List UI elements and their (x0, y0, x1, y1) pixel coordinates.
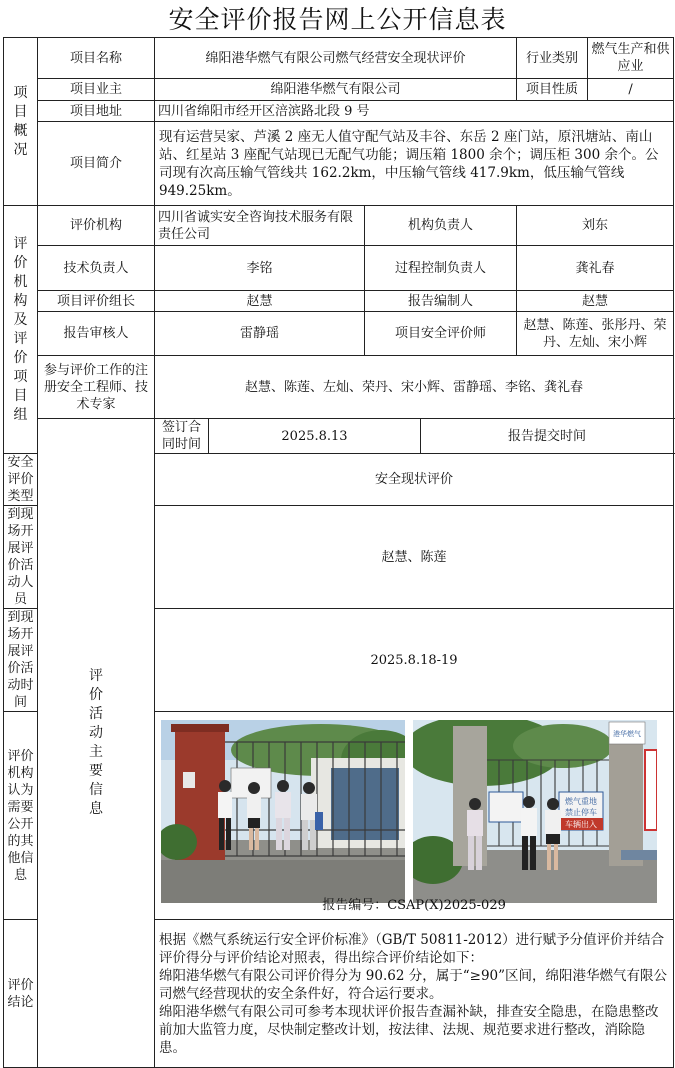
project-name-label: 项目名称 (38, 38, 155, 79)
onsite-people: 赵慧、陈莲 (155, 506, 674, 609)
compiler-label: 报告编制人 (365, 291, 517, 312)
address: 四川省绵阳市经开区涪滨路北段 9 号 (155, 101, 674, 122)
type-label: 安全评价类型 (4, 454, 38, 506)
participants-label: 参与评价工作的注册安全工程师、技术专家 (38, 356, 155, 419)
sign-text-2: 禁止停车 (565, 808, 597, 817)
leader-label: 项目评价组长 (38, 291, 155, 312)
submit-label: 报告提交时间 (421, 419, 674, 454)
intro-label: 项目简介 (38, 122, 155, 206)
onsite-people-label: 到现场开展评价活动人员 (4, 506, 38, 609)
onsite-time-label: 到现场开展评价活动时间 (4, 609, 38, 712)
industry-label: 行业类别 (517, 38, 588, 79)
section-overview: 项目概况 (4, 38, 38, 206)
conclusion-paragraph-3: 绵阳港华燃气有限公司可参考本现状评价报告查漏补缺，排查安全隐患，在隐患整改前加大监管力度，尽快制定整改计划，按法律、法规、规范要求进行整改，消除隐患。 (159, 1003, 659, 1056)
owner: 绵阳港华燃气有限公司 (155, 79, 517, 101)
conclusion (155, 920, 674, 1068)
section-agency: 评价机构及评价项目组 (4, 206, 38, 454)
other-label: 评价机构认为需要公开的其他信息 (4, 712, 38, 920)
site-photo-2 (413, 720, 657, 903)
intro: 现有运营吴家、芦溪 2 座无人值守配气站及丰谷、东岳 2 座门站，原汛塘站、南山站、红星站 3 座配气站现已无配气功能；调压箱 1800 余个；调压柜 300 余个。公司现有次高压输气管线共 162.2km，中压输气管线 417.9km，低压输气管线 949.25km。 (155, 122, 674, 206)
reviewer-label: 报告审核人 (38, 312, 155, 356)
address-label: 项目地址 (38, 101, 155, 122)
logo-text: 港华燃气 (613, 730, 641, 738)
tech: 李铭 (155, 246, 365, 291)
leader: 赵慧 (155, 291, 365, 312)
conclusion-label: 评价结论 (4, 920, 38, 1068)
sign-text-1: 燃气重地 (565, 797, 597, 806)
head-label: 机构负责人 (365, 206, 517, 246)
compiler: 赵慧 (517, 291, 674, 312)
nature: / (588, 79, 674, 101)
onsite-time: 2025.8.18-19 (155, 609, 674, 712)
head: 刘东 (517, 206, 674, 246)
owner-label: 项目业主 (38, 79, 155, 101)
tech-label: 技术负责人 (38, 246, 155, 291)
report-number: 报告编号：CSAP(X)2025-029 (322, 898, 506, 913)
evaluators: 赵慧、陈莲、张彤丹、荣丹、左灿、宋小辉 (517, 312, 674, 356)
nature-label: 项目性质 (517, 79, 588, 101)
process: 龚礼春 (517, 246, 674, 291)
contract-label: 签订合同时间 (155, 419, 209, 454)
conclusion-paragraph-2: 绵阳港华燃气有限公司评价得分为 90.62 分，属于“≥90”区间，绵阳港华燃气有限公司燃气经营现状的安全条件好，符合运行要求。 (159, 967, 668, 1002)
org: 四川省诚实安全咨询技术服务有限责任公司 (155, 206, 365, 246)
page-title: 安全评价报告网上公开信息表 (168, 5, 507, 34)
type: 安全现状评价 (155, 454, 674, 506)
contract: 2025.8.13 (209, 419, 421, 454)
sign-text-3: 车辆出入 (565, 820, 597, 829)
project-name: 绵阳港华燃气有限公司燃气经营安全现状评价 (155, 38, 517, 79)
section-activity: 评价活动主要信息 (38, 419, 155, 1068)
conclusion-paragraph-1: 根据《燃气系统运行安全评价标准》（GB/T 50811-2012）进行赋予分值评价并结合评价得分与评价结论对照表，得出综合评价结论如下： (159, 931, 665, 966)
evaluators-label: 项目安全评价师 (365, 312, 517, 356)
participants: 赵慧、陈莲、左灿、荣丹、宋小辉、雷静瑶、李铭、龚礼春 (155, 356, 674, 419)
info-table (3, 37, 674, 1068)
org-label: 评价机构 (38, 206, 155, 246)
reviewer: 雷静瑶 (155, 312, 365, 356)
site-photo-1 (161, 720, 405, 903)
process-label: 过程控制负责人 (365, 246, 517, 291)
photo-panel (155, 712, 674, 920)
industry: 燃气生产和供应业 (588, 38, 674, 79)
